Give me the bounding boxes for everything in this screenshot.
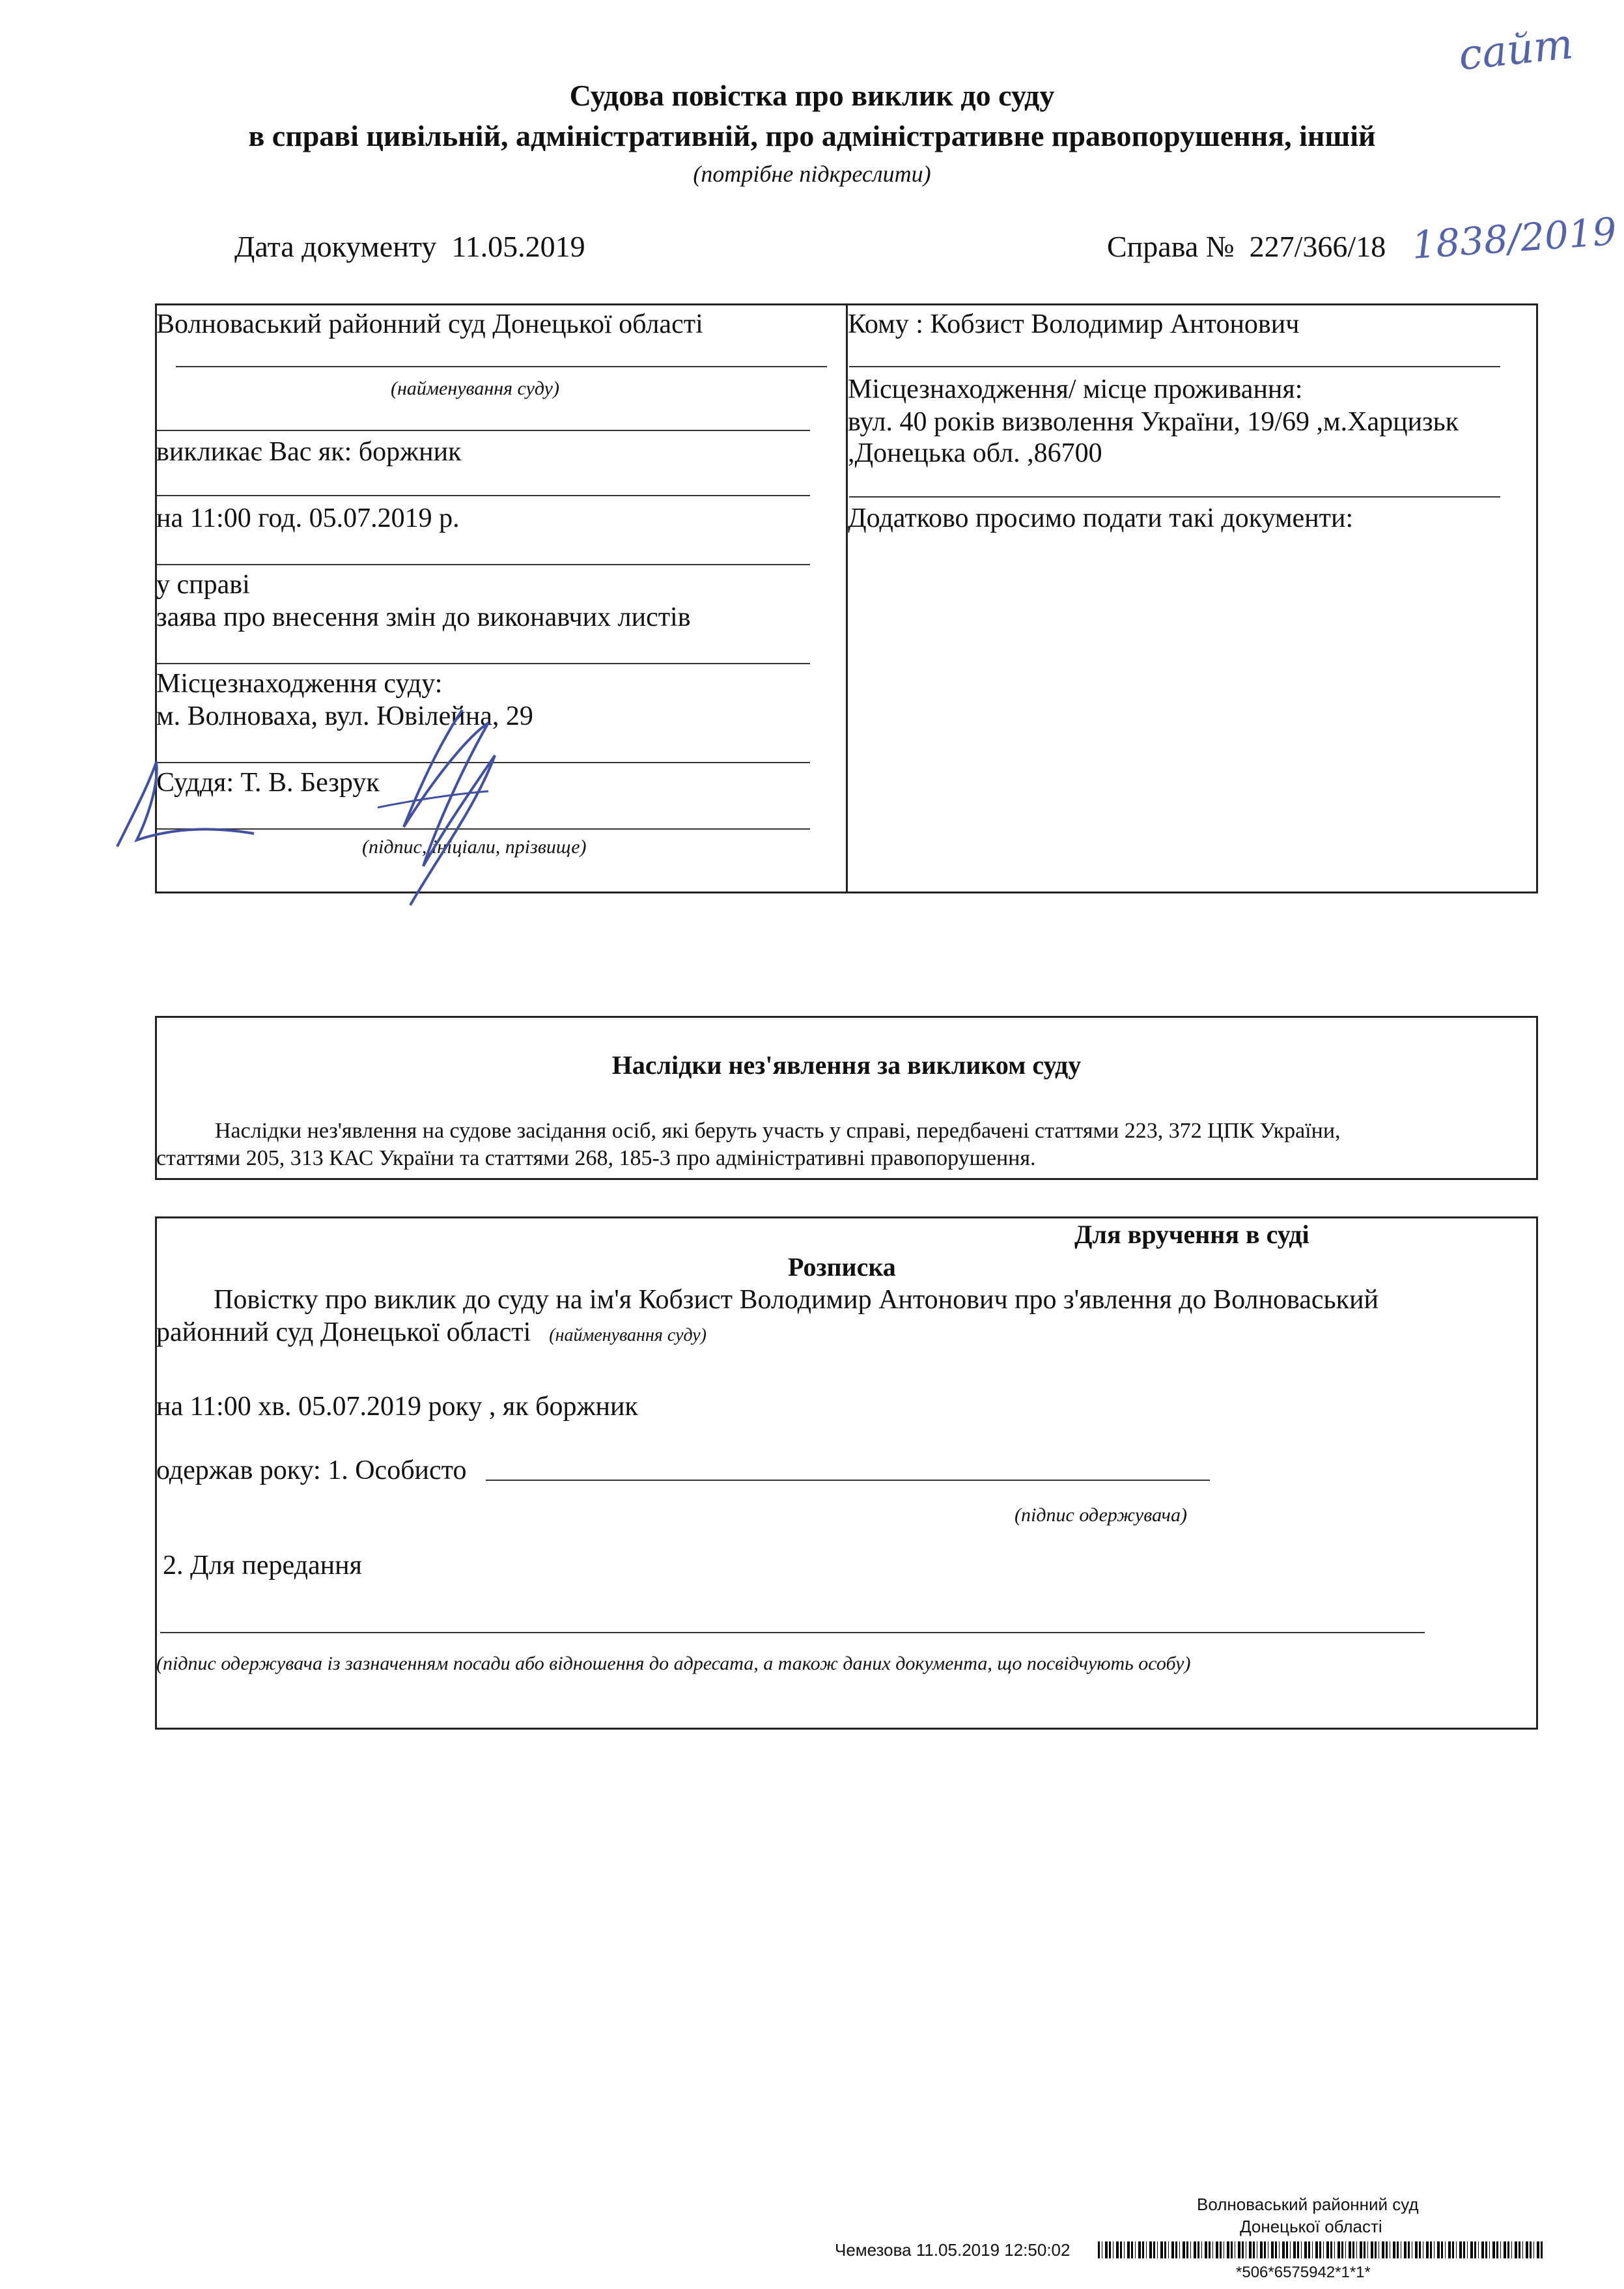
subject-rule [156, 663, 810, 664]
judge-name: Суддя: Т. В. Безрук [156, 768, 380, 798]
footer-court-line2: Донецької області [1240, 2217, 1382, 2236]
receipt-time: на 11:00 хв. 05.07.2019 року , як боржник [156, 1392, 638, 1422]
case-label: Справа № [1107, 230, 1235, 263]
recipient-signature-line[interactable] [486, 1480, 1210, 1481]
receipt-court: районний суд Донецької області [156, 1317, 531, 1347]
address-line2: ,Донецька обл. ,86700 [848, 438, 1102, 468]
time-rule [156, 564, 810, 565]
consequences-line2: статтями 205, 313 КАС України та статтями 268, 185-3 про адміністративні правопорушення. [156, 1146, 1036, 1170]
receipt-line2 [156, 1317, 707, 1348]
court-name: Волноваський районний суд Донецької області [156, 309, 703, 339]
barcode-text: *506*6575942*1*1* [1236, 2264, 1371, 2281]
judge-signature [98, 697, 553, 918]
address-label: Місцезнаходження/ місце проживання: [848, 374, 1303, 404]
court-caption: (найменування суду) [391, 378, 559, 399]
footer-court-line1: Волноваський районний суд [1197, 2195, 1419, 2214]
caption-rule [156, 430, 810, 431]
date-value: 11.05.2019 [451, 230, 585, 263]
document-note: (потрібне підкреслити) [693, 161, 931, 187]
document-title: Судова повістка про виклик до суду [569, 79, 1055, 112]
receipt-line1: Повістку про виклик до суду на ім'я Кобзист Володимир Антонович про з'явлення до Волноваський [214, 1285, 1379, 1315]
address-rule [849, 496, 1500, 498]
document-date [234, 229, 585, 264]
transfer-label: 2. Для передання [163, 1551, 362, 1580]
handwritten-note: сайт [1456, 20, 1576, 80]
footer-clerk-timestamp: Чемезова 11.05.2019 12:50:02 [835, 2240, 1071, 2260]
document-barcode [1098, 2241, 1545, 2258]
case-subject: заява про внесення змін до виконавчих листів [156, 602, 691, 632]
transfer-signature-line[interactable] [160, 1632, 1425, 1633]
signature-caption: (підпис, ініціали, прізвище) [362, 836, 587, 858]
date-label: Дата документу [234, 230, 437, 263]
summons-as: викликає Вас як: боржник [156, 437, 462, 467]
recipient-rule [849, 366, 1500, 367]
handwritten-case-suffix: 1838/2019 [1410, 209, 1618, 268]
recipient-name: Кому : Кобзист Володимир Антонович [848, 309, 1300, 339]
case-number [1107, 229, 1386, 264]
receipt-court-caption: (найменування суду) [549, 1325, 707, 1345]
summons-time: на 11:00 год. 05.07.2019 р. [156, 503, 460, 533]
receipt-received: одержав року: 1. Особисто [156, 1455, 467, 1485]
recipient-caption: (підпис одержувача) [1015, 1504, 1187, 1526]
consequences-title: Наслідки нез'явлення за викликом суду [611, 1050, 1082, 1080]
court-location: м. Волноваха, вул. Ювілейна, 29 [156, 701, 533, 731]
consequences-line1: Наслідки нез'явлення на судове засідання осіб, які беруть участь у справі, передбачені статтями 223, 372 ЦПК України, [215, 1119, 1341, 1143]
additional-documents: Додатково просимо подати такі документи: [848, 503, 1354, 533]
transfer-caption: (підпис одержувача із зазначенням посади або відношення до адресата, а також даних документа, що посвідчують особу) [156, 1653, 1191, 1674]
receipt-title: Розписка [788, 1252, 896, 1282]
case-value: 227/366/18 [1249, 230, 1386, 263]
in-case-label: у справі [156, 570, 250, 600]
court-name-rule [176, 366, 827, 367]
for-court-label: Для вручення в суді [1074, 1220, 1309, 1249]
document-subtitle: в справі цивільній, адміністративній, про адміністративне правопорушення, іншій [248, 119, 1376, 152]
summons-rule [156, 495, 810, 496]
court-location-label: Місцезнаходження суду: [156, 669, 443, 699]
address-line1: вул. 40 років визволення України, 19/69 ,м.Харцизьк [848, 407, 1459, 437]
